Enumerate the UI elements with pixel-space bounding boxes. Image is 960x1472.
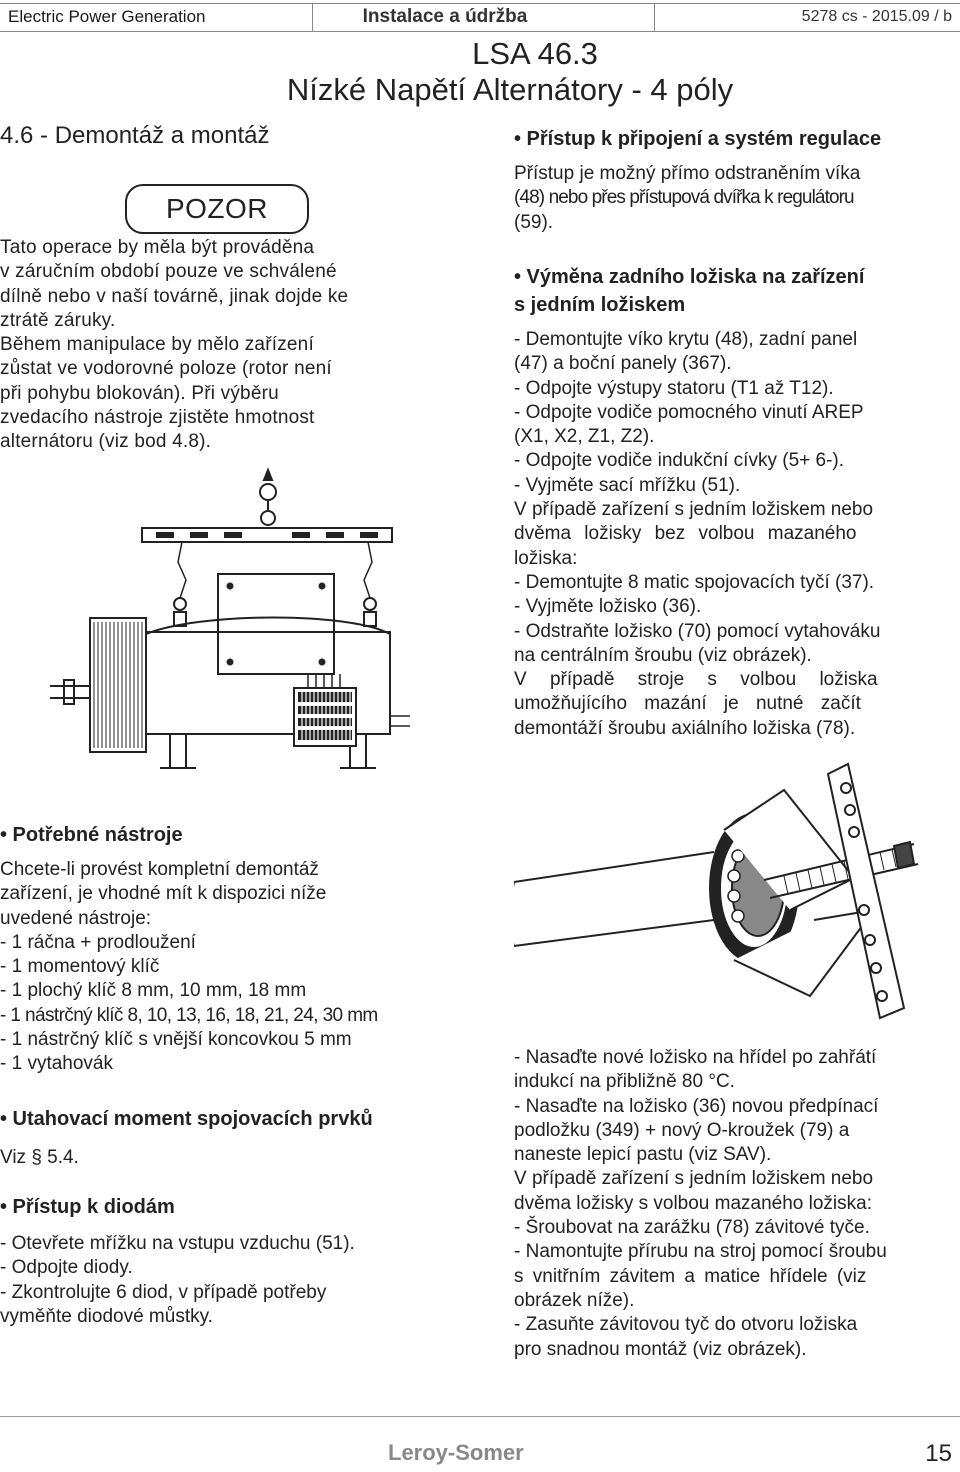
tools-line: - 1 nástrčný klíč 8, 10, 13, 16, 18, 21, 24, 30 mm [0,1004,378,1026]
tools-line: - 1 momentový klíč [0,956,160,978]
access-heading: • Přístup k připojení a systém regulace [514,128,882,150]
tools-line: uvedené nástroje: [0,907,152,929]
diodes-line: vyměňte diodové můstky. [0,1305,213,1327]
bearing-heading-cont: s jedním ložiskem [514,294,686,316]
alternator-lifting-figure [50,462,440,782]
assembly-line: - Nasaďte nové ložisko na hřídel po zahřátí [514,1047,877,1068]
document-subtitle: Nízké Napětí Alternátory - 4 póly [286,72,734,107]
bearing-line: demontáží šroubu axiálního ložiska (78). [514,717,856,739]
tools-line: - 1 plochý klíč 8 mm, 10 mm, 18 mm [0,980,307,1002]
diodes-line: - Otevřete mřížku na vstupu vzduchu (51). [0,1233,355,1254]
bearing-line: - Odpojte vodiče pomocného vinutí AREP [514,401,864,423]
diodes-line: - Odpojte diody. [0,1257,133,1279]
tools-line: - 1 ráčna + prodloužení [0,931,196,953]
bearing-line: (47) a boční panely (367). [514,353,732,375]
assembly-line: - Namontujte přírubu na stroj pomocí šroubu [514,1241,887,1263]
assembly-line: pro snadnou montáž (viz obrázek). [514,1338,807,1360]
bearing-text [514,328,956,741]
tools-line: zařízení, je vhodné mít k dispozici níže [0,883,327,905]
warning-line: alternátoru (viz bod 4.8). [0,431,212,453]
bearing-line: - Demontujte víko krytu (48), zadní panel [514,329,858,350]
warning-line: dílně nebo v naší továrně, jinak dojde ke [0,285,349,307]
page-number: 15 [925,1440,952,1467]
bearing-line: - Vyjměte ložisko (36). [514,596,702,618]
header-section: Instalace a údržba [362,6,528,27]
section-title: 4.6 - Demontáž a montáž [0,122,270,149]
header-rule-bottom [0,31,960,32]
bearing-line: (X1, X2, Z1, Z2). [514,426,655,448]
header-docref: 5278 cs - 2015.09 / b [801,8,952,25]
access-text [514,162,956,235]
tools-text [0,858,442,1077]
bearing-heading: • Výměna zadního ložiska na zařízení [514,266,865,288]
tools-heading: • Potřebné nástroje [0,824,183,846]
assembly-line: podložku (349) + nový O-kroužek (79) a [514,1119,850,1141]
warning-line: ztrátě záruky. [0,309,116,331]
bearing-line: - Odpojte vodiče indukční cívky (5+ 6-). [514,450,845,472]
warning-line: Během manipulace by mělo zařízení [0,334,314,356]
assembly-line: s vnitřním závitem a matice hřídele (viz [514,1265,867,1287]
access-line: (59). [514,211,554,233]
bearing-line: umožňujícího mazání je nutné začít [514,693,861,715]
warning-line: Tato operace by měla být prováděna [0,237,315,258]
tools-line: Chcete-li provést kompletní demontáž [0,859,319,880]
header-separator [312,3,313,32]
assembly-line: - Šroubovat na zarážku (78) závitové tyče. [514,1217,870,1239]
page-header [0,0,960,34]
warning-line: v záručním období pouze ve schválené [0,261,337,283]
assembly-line: indukcí na přibližně 80 °C. [514,1071,735,1093]
document-model-title: LSA 46.3 [472,36,598,71]
bearing-line: ložiska: [514,547,578,569]
brand-logo: Leroy-Somer [388,1440,524,1465]
diodes-text [0,1232,442,1329]
bearing-line: dvěma ložisky bez volbou mazaného [514,523,857,545]
warning-line: při pohybu blokován). Při výběru [0,382,279,404]
torque-heading: • Utahovací moment spojovacích prvků [0,1108,373,1130]
header-company: Electric Power Generation [8,7,206,26]
assembly-line: V případě zařízení s jedním ložiskem nebo [514,1168,874,1190]
bearing-line: - Odstraňte ložisko (70) pomocí vytahováku [514,620,881,642]
assembly-line: naneste lepicí pastu (viz SAV). [514,1144,772,1166]
assembly-line: - Nasaďte na ložisko (36) novou předpínací [514,1095,879,1117]
bearing-line: na centrálním šroubu (viz obrázek). [514,644,812,666]
diodes-heading: • Přístup k diodám [0,1196,175,1218]
assembly-line: obrázek níže). [514,1289,635,1311]
tools-line: - 1 nástrčný klíč s vnější koncovkou 5 mm [0,1029,352,1051]
diodes-line: - Zkontrolujte 6 diod, v případě potřeby [0,1281,327,1303]
bearing-line: - Vyjměte sací mřížku (51). [514,474,741,496]
tools-line: - 1 vytahovák [0,1053,113,1075]
access-line: (48) nebo přes přístupová dvířka k regulátoru [514,187,854,209]
warning-badge: POZOR [125,184,309,234]
warning-line: zvedacího nástroje zjistěte hmotnost [0,407,315,429]
bearing-line: - Demontujte 8 matic spojovacích tyčí (37). [514,571,875,593]
assembly-text [514,1046,956,1362]
warning-text [0,236,442,455]
bearing-puller-figure [514,760,934,1022]
torque-text: Viz § 5.4. [0,1147,79,1168]
footer-rule [0,1416,960,1417]
assembly-line: - Zasuňte závitovou tyč do otvoru ložiska [514,1314,858,1336]
header-separator [654,3,655,32]
bearing-line: - Odpojte výstupy statoru (T1 až T12). [514,377,834,399]
bearing-line: V případě zařízení s jedním ložiskem nebo [514,499,874,521]
warning-line: zůstat ve vodorovné poloze (rotor není [0,358,332,380]
access-line: Přístup je možný přímo odstraněním víka [514,163,861,184]
bearing-line: V případě stroje s volbou ložiska [514,669,878,691]
assembly-line: dvěma ložisky s volbou mazaného ložiska: [514,1192,873,1214]
